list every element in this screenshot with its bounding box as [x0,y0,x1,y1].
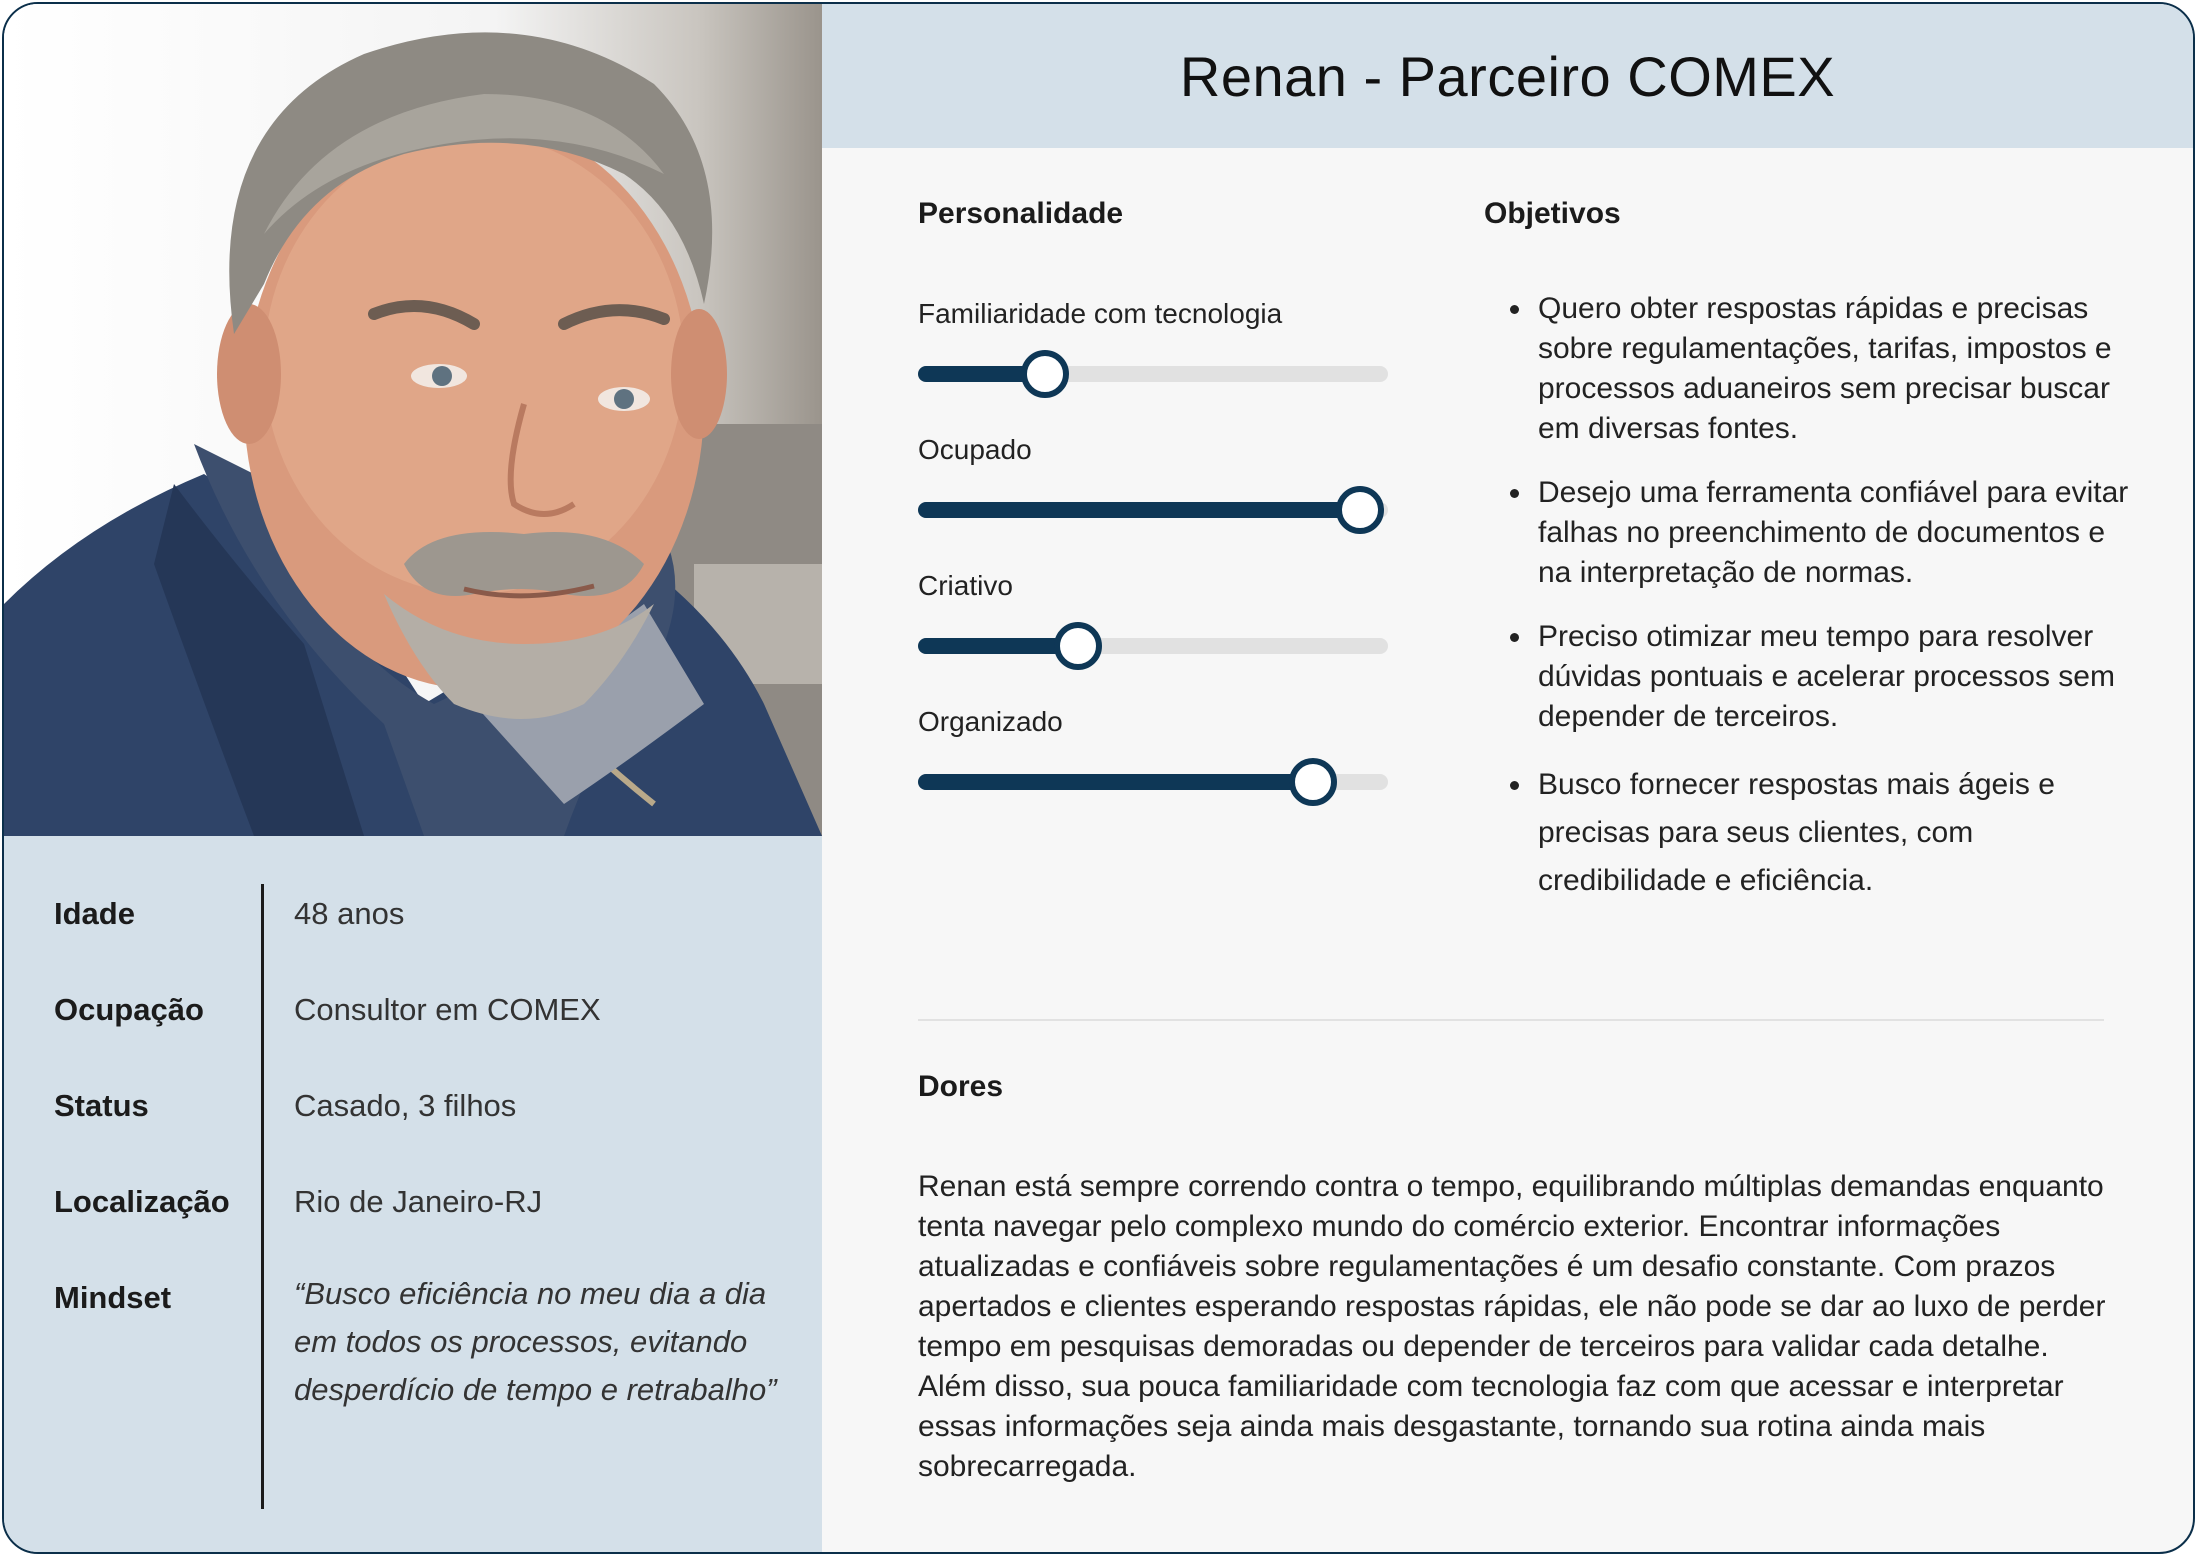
persona-header [822,4,2193,148]
personality-title: Personalidade [918,197,1124,230]
section-divider [918,1019,2104,1021]
slider-knob [1336,486,1384,534]
persona-title: Renan - Parceiro COMEX [1179,44,1836,108]
profile-panel [4,4,822,1552]
objective-item: • Desejo uma ferramenta confiável para evitar falhas no preenchimento de documentos e na interpretação de normas. [1534,473,2134,593]
persona-portrait-illustration [4,4,822,836]
info-divider [261,884,264,1509]
objectives-title: Objetivos [1484,197,1621,230]
slider-label-technology: Familiaridade com tecnologia [918,298,1283,329]
pains-text: Renan está sempre correndo contra o tempo, equilibrando múltiplas demandas enquanto tenta navegar pelo complexo mundo do comércio exterior. Encontrar informações atualizadas e confiáveis sobre regulamentações é um desafio constante. Com prazos apertados e clientes esperando respostas rápidas, ele não pode se dar ao luxo de perder tempo em pesquisas demoradas ou depender de terceiros para validar cada detalhe. Além disso, sua pouca familiaridade com tecnologia faz com que acessar e interpretar essas informações seja ainda mais desgastante, tornando sua rotina ainda mais sobrecarregada. [918,1170,2106,1483]
location-label: Localização [54,1184,230,1219]
location-value: Rio de Janeiro-RJ [294,1184,543,1219]
age-label: Idade [54,896,135,931]
mindset-label: Mindset [54,1280,172,1315]
persona-photo [4,4,822,836]
slider-label-busy: Ocupado [918,434,1032,465]
status-label: Status [54,1088,149,1123]
slider-technology [918,366,1388,382]
persona-card [2,2,2195,1554]
objectives-list [1494,289,2134,929]
slider-label-creative: Criativo [918,570,1013,601]
objective-item: • Preciso otimizar meu tempo para resolver dúvidas pontuais e acelerar processos sem depender de terceiros. [1534,617,2134,737]
slider-label-organized: Organizado [918,706,1063,737]
objective-item: • Quero obter respostas rápidas e precisas sobre regulamentações, tarifas, impostos e processos aduaneiros sem precisar buscar em diversas fontes. [1534,289,2134,449]
slider-organized [918,774,1388,790]
slider-busy [918,502,1388,518]
age-value: 48 anos [294,896,405,931]
status-value: Casado, 3 filhos [294,1088,517,1123]
profile-info [4,836,822,1552]
slider-fill [918,502,1360,518]
slider-knob [1054,622,1102,670]
slider-knob [1289,758,1337,806]
slider-knob [1021,350,1069,398]
pains-title: Dores [918,1070,1004,1103]
occupation-label: Ocupação [54,992,204,1027]
objective-item: • Busco fornecer respostas mais ágeis e precisas para seus clientes, com credibilidade e eficiência. [1534,761,2134,905]
occupation-value: Consultor em COMEX [294,992,601,1027]
slider-creative [918,638,1388,654]
mindset-quote: “Busco eficiência no meu dia a dia em todos os processos, evitando desperdício de tempo e retrabalho” [294,1276,777,1407]
slider-fill [918,774,1313,790]
